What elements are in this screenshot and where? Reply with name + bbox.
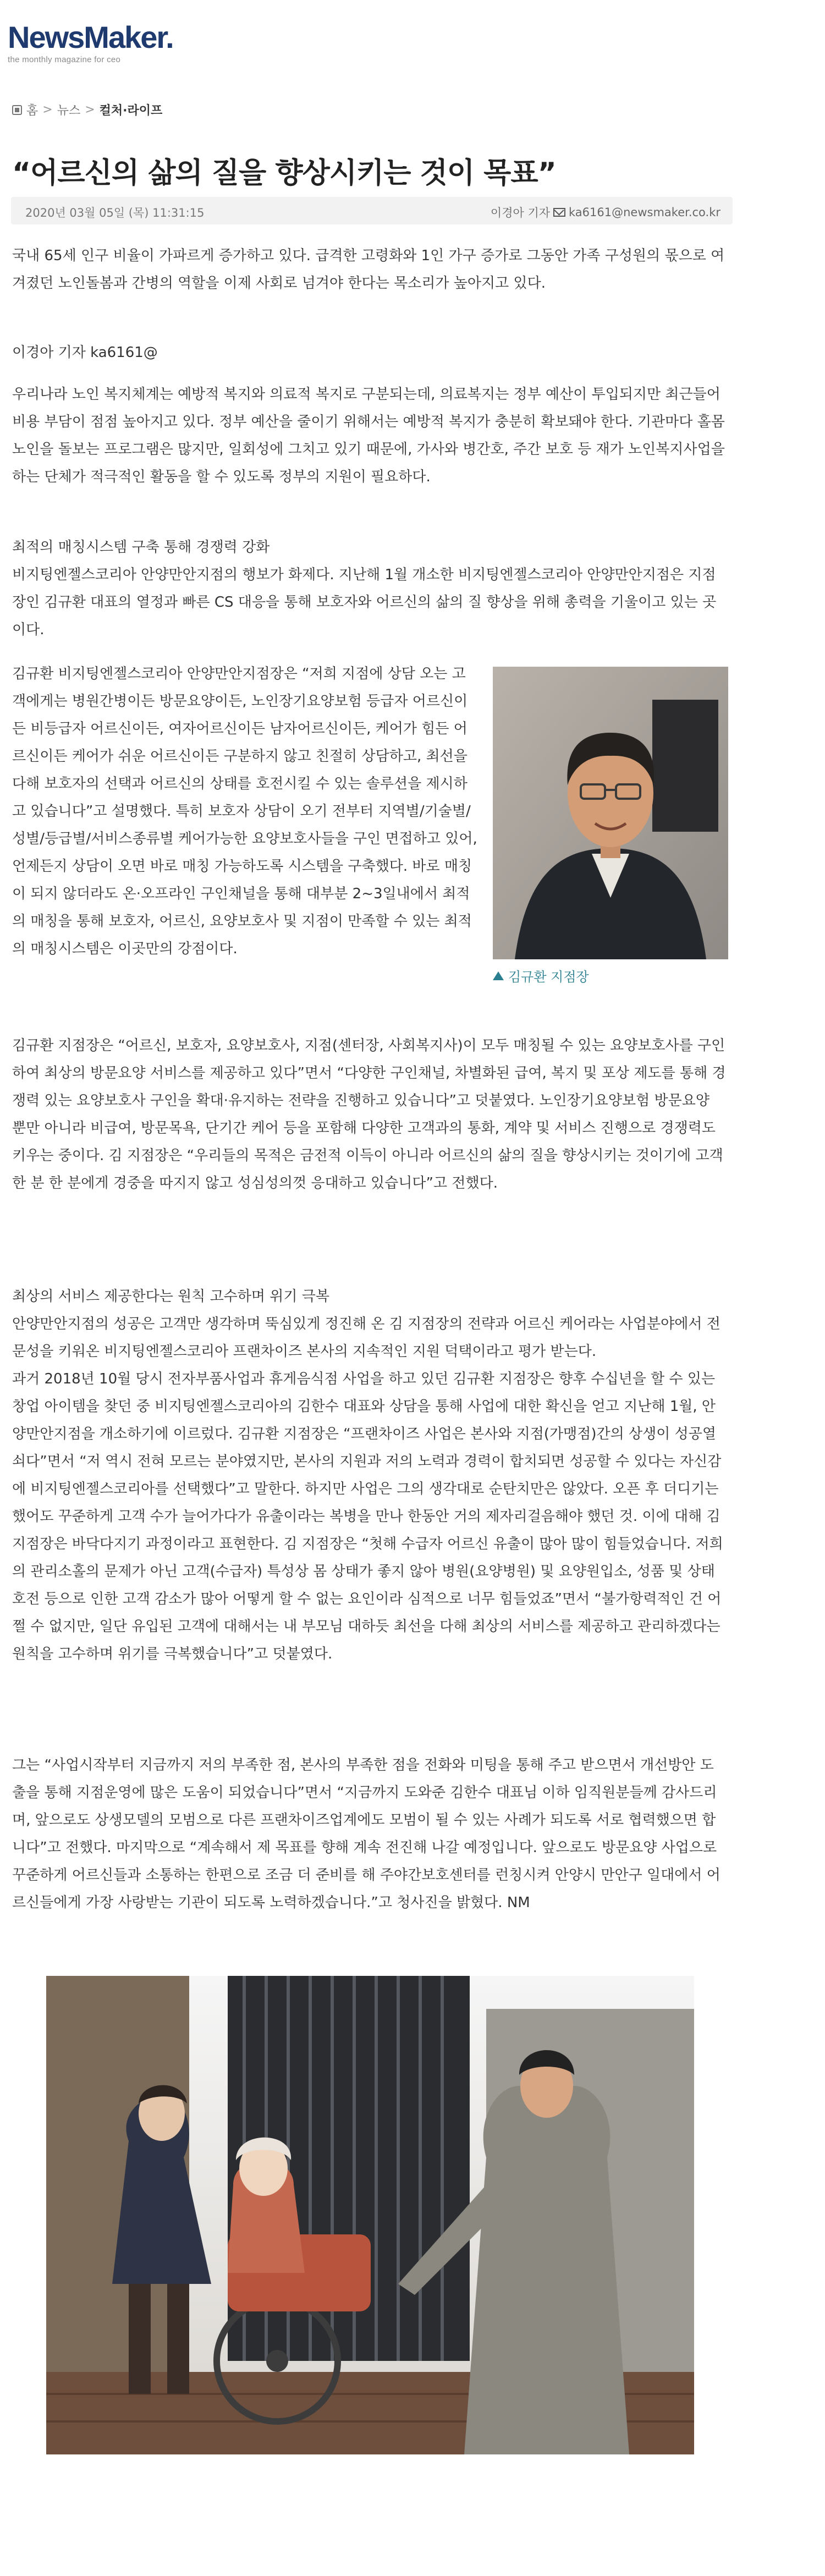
- article-author: [491, 204, 721, 221]
- article-byline: 이경아 기자 ka6161@: [12, 344, 158, 361]
- reporter-portrait-photo: [493, 667, 728, 959]
- logo-tagline: the monthly magazine for ceo: [8, 55, 121, 64]
- portrait-caption-text: 김규환 지점장: [508, 969, 589, 985]
- breadcrumb-separator: >: [42, 103, 53, 117]
- site-logo[interactable]: [8, 22, 173, 64]
- article-date: 2020년 03월 05일 (목) 11:31:15: [25, 206, 205, 219]
- article-lead: 국내 65세 인구 비율이 가파르게 증가하고 있다. 급격한 고령화와 1인 가구 증가로 그동안 가족 구성원의 몫으로 여겨졌던 노인돌봄과 간병의 역할을 이제 사회로 넘겨야 한다는 목소리가 높아지고 있다.: [12, 248, 725, 292]
- caption-triangle-icon: [493, 971, 504, 980]
- mail-icon[interactable]: [553, 208, 565, 217]
- article-paragraph: 안양만안지점의 성공은 고객만 생각하며 뚝심있게 정진해 온 김 지점장의 전략과 어르신 케어라는 사업분야에서 전문성을 키워온 비지팅엔젤스코리아 프랜차이즈 본사의 지속적인 지원 덕택이라고 평가 받는다.: [12, 1316, 721, 1360]
- article-paragraph: 과거 2018년 10월 당시 전자부품사업과 휴게음식점 사업을 하고 있던 김규환 지점장은 향후 수십년을 할 수 있는 창업 아이템을 찾던 중 비지팅엔젤스코리아의 김한수 대표와 상담을 통해 사업에 대한 확신을 얻고 지난해 1월, 안양만안지점을 개소하기에 이르렀다. 김규환 지점장은 “프랜차이즈 사업은 본사와 지점(가맹점)간의 상생이 성공열쇠다”면서 “저 역시 전혀 모르는 분야였지만, 본사의 지원과 저의 노력과 경력이 합치되면 성공할 수 있다는 자신감에 비지팅엔젤스코리아를 선택했다”고 말한다. 하지만 사업은 그의 생각대로 순탄치만은 않았다. 오픈 후 더디기는 했어도 꾸준하게 고객 수가 늘어가다가 유출이라는 복병을 만나 한동안 거의 제자리걸음해야 했던 것. 이에 대해 김 지점장은 바닥다지기 과정이라고 표현한다. 김 지점장은 “첫해 수급자 어르신 유출이 많아 많이 힘들었습니다. 저희의 관리소홀의 문제가 아닌 고객(수급자) 특성상 몸 상태가 좋지 않아 병원(요양병원) 및 요양원입소, 성품 및 상태호전 등으로 인한 고객 감소가 많아 어떻게 할 수 없는 요인이라 심적으로 너무 힘들었죠”면서 “불가항력적인 건 어쩔 수 없지만, 일단 유입된 고객에 대해서는 내 부모님 대하듯 최선을 다해 최상의 서비스를 제공하고 관리하겠다는 원칙을 고수하며 위기를 극복했습니다”고 덧붙였다.: [12, 1371, 723, 1662]
- breadcrumb-current[interactable]: 컬처·라이프: [99, 104, 163, 118]
- breadcrumb-home[interactable]: 홈: [26, 104, 38, 118]
- article-paragraph: 김규환 지점장은 “어르신, 보호자, 요양보호사, 지점(센터장, 사회복지사)이 모두 매칭될 수 있는 요양보호사를 구인하여 최상의 방문요양 서비스를 제공하고 있다”면서 “다양한 구인채널, 차별화된 급여, 복지 및 포상 제도를 통해 경쟁력 있는 요양보호사 구인을 확대·유지하는 전략을 진행하고 있습니다”고 덧붙였다. 노인장기요양보험 방문요양 뿐만 아니라 비급여, 방문목욕, 단기간 케어 등을 포함해 다양한 고객과의 통화, 계약 및 서비스 진행으로 경쟁력도 키우는 중이다. 김 지점장은 “우리들의 목적은 금전적 이득이 아니라 어르신의 삶의 질을 향상시키는 것이기에 고객 한 분 한 분에게 경중을 따지지 않고 성심성의껏 응대하고 있습니다”고 전했다.: [12, 1037, 726, 1191]
- logo-maker: Maker.: [84, 20, 173, 54]
- article-title: “어르신의 삶의 질을 향상시키는 것이 목표”: [12, 157, 556, 190]
- article-photo: [46, 1976, 694, 2454]
- article-paragraph: 비지팅엔젤스코리아 안양만안지점의 행보가 화제다. 지난해 1월 개소한 비지팅엔젤스코리아 안양만안지점은 지점장인 김규환 대표의 열정과 빠른 CS 대응을 통해 보호자와 어르신의 삶의 질 향상을 위해 총력을 기울이고 있는 곳이다.: [12, 567, 717, 638]
- portrait-illustration: [493, 667, 728, 959]
- article-subheading: 최상의 서비스 제공한다는 원칙 고수하며 위기 극복: [12, 1288, 330, 1305]
- logo-wordmark: [8, 22, 173, 53]
- article-paragraph: 김규환 비지팅엔젤스코리아 안양만안지점장은 “저희 지점에 상담 오는 고객에게는 병원간병이든 방문요양이든, 노인장기요양보험 등급자 어르신이든 비등급자 어르신이든, 여자어르신이든 남자어르신이든, 케어가 힘든 어르신이든 케어가 쉬운 어르신이든 구분하지 않고 친절히 상담하고, 최선을 다해 보호자의 선택과 어르신의 상태를 호전시킬 수 있는 솔루션을 제시하고 있습니다”고 설명했다. 특히 보호자 상담이 오기 전부터 지역별/기술별/성별/등급별/서비스종류별 케어가능한 요양보호사들을 구인 면접하고 있어, 언제든지 상담이 오면 바로 매칭 가능하도록 시스템을 구축했다. 바로 매칭이 되지 않더라도 온·오프라인 구인채널을 통해 대부분 2~3일내에서 최적의 매칭을 통해 보호자, 어르신, 요양보호사 및 지점이 만족할 수 있는 최적의 매칭시스템은 이곳만의 강점이다.: [12, 666, 477, 957]
- portrait-caption: [493, 966, 589, 985]
- home-icon[interactable]: [12, 105, 22, 115]
- article-paragraph: 그는 “사업시작부터 지금까지 저의 부족한 점, 본사의 부족한 점을 전화와 미팅을 통해 주고 받으면서 개선방안 도출을 통해 지점운영에 많은 도움이 되었습니다”면서 “지금까지 도와준 김한수 대표님 이하 임직원분들께 감사드리며, 앞으로도 상생모델의 모범으로 다른 프랜차이즈업계에도 모범이 될 수 있는 사례가 되도록 서로 협력했으면 합니다”고 전했다. 마지막으로 “계속해서 제 목표를 향해 계속 전진해 나갈 예정입니다. 앞으로도 방문요양 사업으로 꾸준하게 어르신들과 소통하는 한편으로 조금 더 준비를 해 주야간보호센터를 런칭시켜 안양시 만안구 일대에서 어르신들에게 가장 사랑받는 기관이 되도록 노력하겠습니다.”고 청사진을 밝혔다. NM: [12, 1757, 721, 1911]
- breadcrumb-separator: >: [85, 103, 95, 117]
- article-paragraph: 우리나라 노인 복지체계는 예방적 복지와 의료적 복지로 구분되는데, 의료복지는 정부 예산이 투입되지만 최근들어 비용 부담이 점점 높아지고 있다. 정부 예산을 줄이기 위해서는 예방적 복지가 충분히 확보돼야 한다. 기관마다 홀몸노인을 돌보는 프로그램은 많지만, 일회성에 그치고 있기 때문에, 가사와 병간호, 주간 보호 등 재가 노인복지사업을 하는 단체가 적극적인 활동을 할 수 있도록 정부의 지원이 필요하다.: [12, 386, 725, 485]
- reporter-name: 이경아 기자: [490, 206, 551, 219]
- reporter-email[interactable]: ka6161@newsmaker.co.kr: [569, 206, 721, 219]
- article-subheading: 최적의 매칭시스템 구축 통해 경쟁력 강화: [12, 539, 270, 556]
- breadcrumb-news[interactable]: 뉴스: [57, 104, 81, 118]
- care-scene-illustration: [46, 1976, 694, 2454]
- logo-news: News: [8, 20, 84, 54]
- article-meta-bar: [11, 197, 733, 224]
- breadcrumb: [12, 101, 162, 118]
